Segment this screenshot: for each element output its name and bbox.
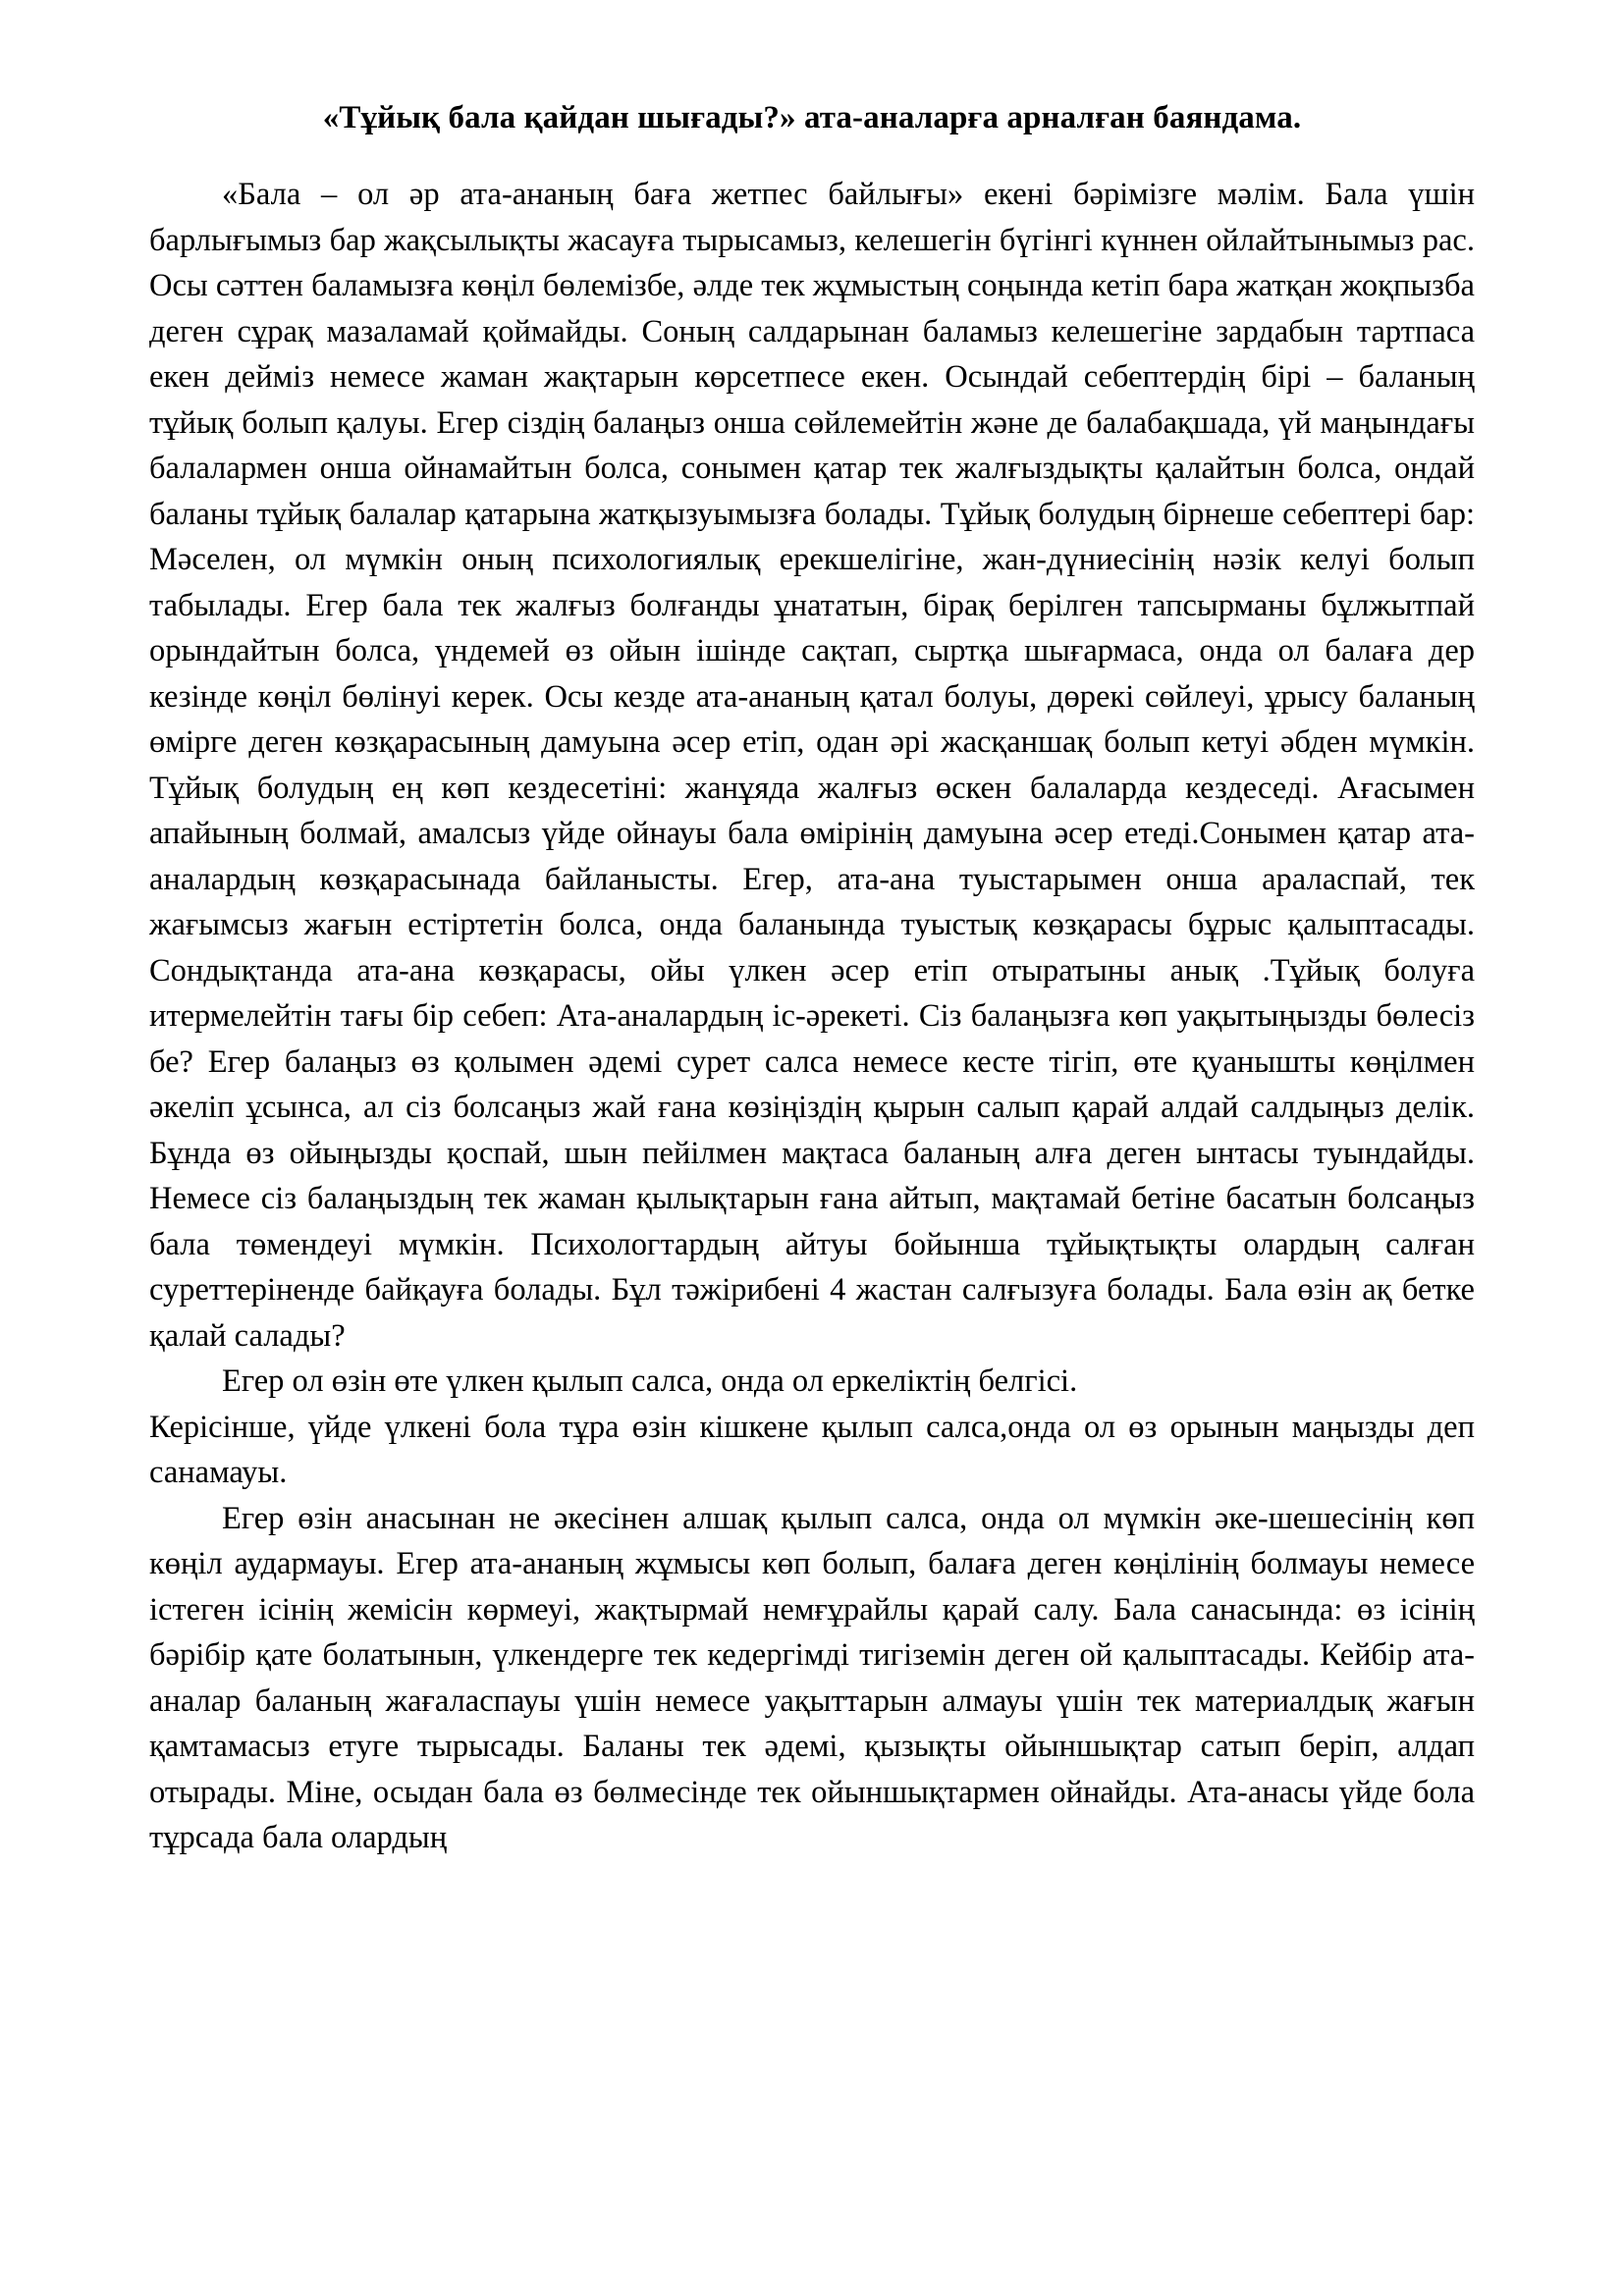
paragraph-2: Егер ол өзін өте үлкен қылып салса, онда ол еркеліктің белгісі. [222,1363,1078,1400]
paragraph-4: Егер өзін анасынан не әкесінен алшақ қылып салса, онда ол мүмкін әке-шешесінің көп көңіл аудармауы. Егер ата-ананың жұмысы көп болып, балаға деген көңілінің болмауы немесе істеген ісінің жемісін көрмеуі, жақтырмай немғұрайлы қарай салу. Бала санасында: өз ісінің бәрібір қате болатынын, үлкендерге тек кедергімді тигіземін деген ой қалыптасады. Кейбір ата-аналар баланың жағаласпауы үшін немесе уақыттарын алмауы үшін тек материалдық жағын қамтамасыз етуге тырысады. Баланы тек әдемі, қызықты ойыншықтар сатып беріп, алдап отырады. Міне, осыдан бала өз бөлмесінде тек ойыншықтармен ойнайды. Ата-анасы үйде бола тұрсада бала олардың [149,1500,1475,1856]
page-title: «Тұйық бала қайдан шығады?» ата-аналарға арналған баяндама. [322,100,1302,135]
paragraph-1: «Бала – ол әр ата-ананың баға жетпес байлығы» екені бәрімізге мәлім. Бала үшін барлығымыз бар жақсылықты жасауға тырысамыз, келешегін бүгінгі күннен ойлайтынымыз рас. Осы сәттен баламызға көңіл бөлемізбе, әлде тек жұмыстың соңында кетіп бара жатқан жоқпызба деген сұрақ мазаламай қоймайды. Соның салдарынан баламыз келешегіне зардабын тартпаса екен дейміз немесе жаман жақтарын көрсетпесе екен. Осындай себептердің бірі – баланың тұйық болып қалуы. Егер сіздің балаңыз онша сөйлемейтін және де балабақшада, үй маңындағы балалармен онша ойнамайтын болса, сонымен қатар тек жалғыздықты қалайтын болса, ондай баланы тұйық балалар қатарына жатқызуымызға болады. Тұйық болудың бірнеше себептері бар: Мәселен, ол мүмкін оның психологиялық ерекшелігіне, жан-дүниесінің нәзік келуі болып табылады. Егер бала тек жалғыз болғанды ұнататын, бірақ берілген тапсырманы бұлжытпай орындайтын болса, үндемей өз ойын ішінде сақтап, сыртқа шығармаса, онда ол балаға дер кезінде көңіл бөлінуі керек. Осы кезде ата-ананың қатал болуы, дөрекі сөйлеуі, ұрысу баланың өмірге деген көзқарасының дамуына әсер етіп, одан әрі жасқаншақ болып кетуі әбден мүмкін. Тұйық болудың ең көп кездесетіні: жанұяда жалғыз өскен балаларда кездеседі. Ағасымен апайының болмай, амалсыз үйде ойнауы бала өмірінің дамуына әсер етеді.Сонымен қатар ата-аналардың көзқарасынада байланысты. Егер, ата-ана туыстарымен онша араласпай, тек жағымсыз жағын естіртетін болса, онда баланында туыстық көзқарасы бұрыс қалыптасады. Сондықтанда ата-ана көзқарасы, ойы үлкен әсер етіп отыратыны анық .Тұйық болуға итермелейтін тағы бір себеп: Ата-аналардың іс-әрекеті. Сіз балаңызға көп уақытыңызды бөлесіз бе? Егер балаңыз өз қолымен әдемі сурет салса немесе кесте тігіп, өте қуанышты көңілмен әкеліп ұсынса, ал сіз болсаңыз жай ғана көзіңіздің қырын салып қарай алдай салдыңыз делік. Бұнда өз ойыңызды қоспай, шын пейілмен мақтаса баланың алға деген ынтасы туындайды. Немесе сіз балаңыздың тек жаман қылықтарын ғана айтып, мақтамай бетіне басатын болсаңыз бала төмендеуі мүмкін. Психологтардың айтуы бойынша тұйықтықты олардың салған суреттеріненде байқауға болады. Бұл тәжірибені 4 жастан салғызуға болады. Бала өзін ақ бетке қалай салады? [149,177,1475,1354]
paragraph-3: Керісінше, үйде үлкені бола тұра өзін кішкене қылып салса,онда ол өз орынын маңызды деп санамауы. [149,1409,1475,1491]
